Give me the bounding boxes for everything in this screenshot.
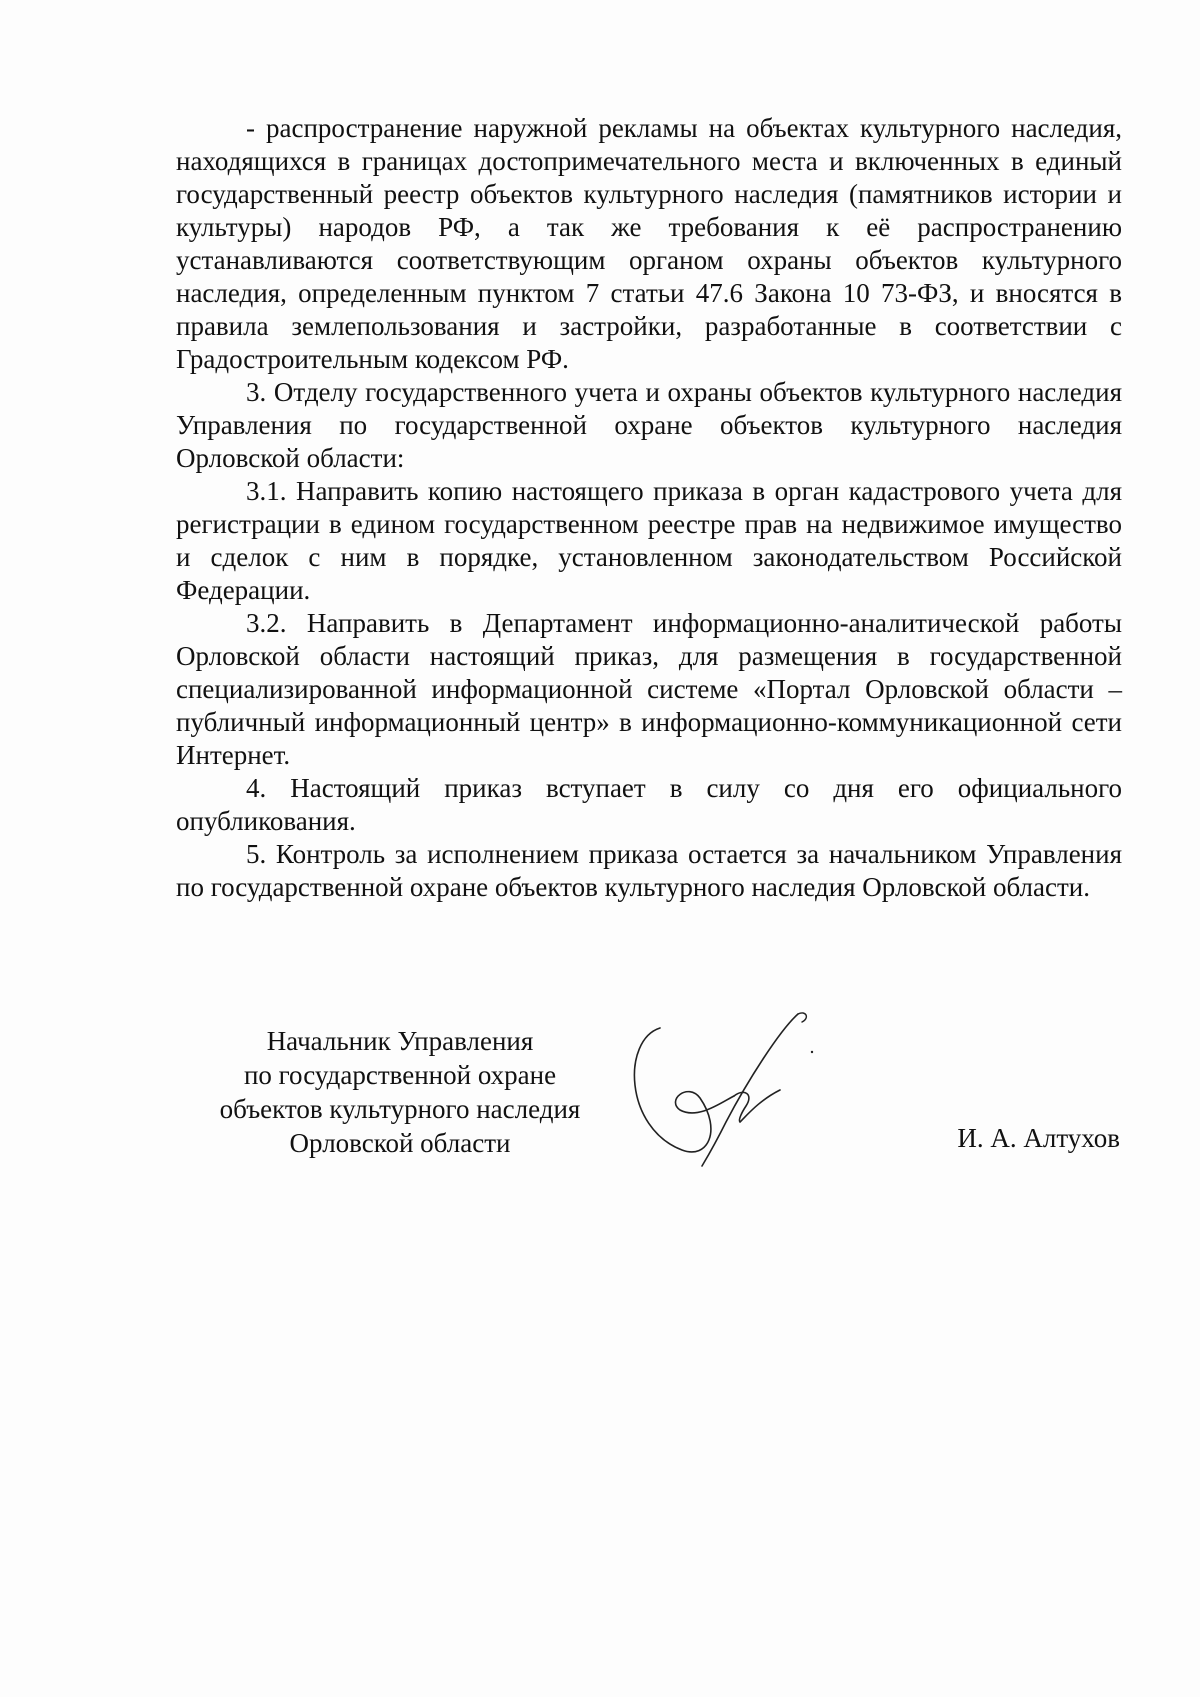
signatory-title-line: по государственной охране <box>243 1060 557 1090</box>
signer-name: И. А. Алтухов <box>957 1123 1120 1153</box>
paragraph-item-3-2: 3.2. Направить в Департамент информационно-аналитической работы Орловской области настоящий приказ, для размещения в государственной специализированной информационной системе «Портал Орловской области – публичный информационный центр» в информационно-коммуникационной сети Интернет. <box>176 608 1122 770</box>
paragraph-item-4: 4. Настоящий приказ вступает в силу со дня его официального опубликования. <box>176 773 1122 836</box>
signatory-title-line: Орловской области <box>289 1128 511 1158</box>
handwritten-signature <box>630 1010 870 1170</box>
paragraph-item-5: 5. Контроль за исполнением приказа остается за начальником Управления по государственной охране объектов культурного наследия Орловской области. <box>176 839 1122 902</box>
signatory-title-line: Начальник Управления <box>266 1026 534 1056</box>
paragraph-advertising-rules: - распространение наружной рекламы на объектах культурного наследия, находящихся в границах достопримечательного места и включенных в единый государственный реестр объектов культурного наследия (памятников истории и культуры) народов РФ, а так же требования к её распространению устанавливаются соответствующим органом охраны объектов культурного наследия, определенным пунктом 7 статьи 47.6 Закона 10 73-ФЗ, и вносятся в правила землепользования и застройки, разработанные в соответствии с Градостроительным кодексом РФ. <box>176 113 1122 374</box>
paragraph-item-3: 3. Отделу государственного учета и охраны объектов культурного наследия Управления по государственной охране объектов культурного наследия Орловской области: <box>176 377 1122 473</box>
signatory-title <box>200 1024 600 1160</box>
document-body <box>176 112 1122 904</box>
signatory-title-line: объектов культурного наследия <box>219 1094 581 1124</box>
paragraph-item-3-1: 3.1. Направить копию настоящего приказа в орган кадастрового учета для регистрации в едином государственном реестре прав на недвижимое имущество и сделок с ним в порядке, установленном законодательством Российской Федерации. <box>176 476 1122 605</box>
